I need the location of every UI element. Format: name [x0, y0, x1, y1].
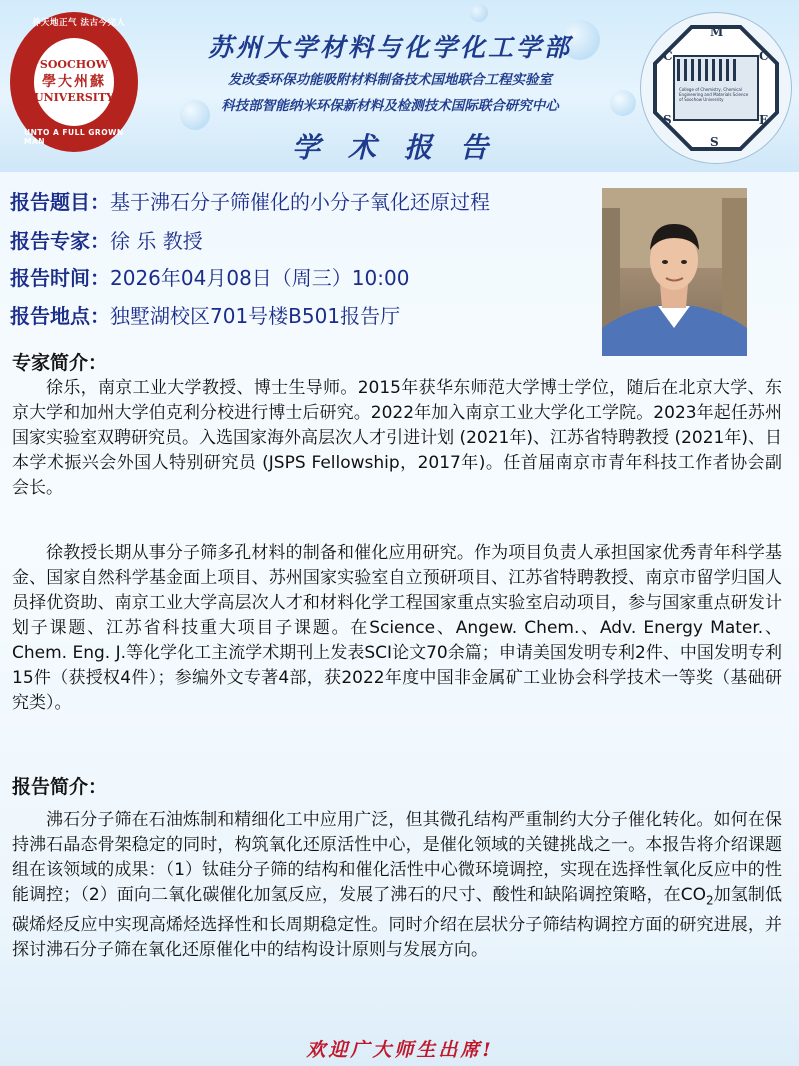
soochow-university-logo: [10, 12, 138, 152]
logo-line-1: SOOCHOW: [39, 58, 109, 72]
report-intro-para: [12, 808, 782, 963]
expert-intro-para-2: 徐教授长期从事分子筛多孔材料的制备和催化应用研究。作为项目负责人承担国家优秀青年科学基金、国家自然科学基金面上项目、苏州国家实验室自立预研项目、江苏省特聘教授、南京市留学归国人员择优资助、南京工业大学高层次人才和材料化学工程国家重点实验室启动项目，参与国家重点研发计划子课题、江苏省科技重大项目子课题。在Science、Angew. Chem.、Adv. Energy Mater.、Chem. Eng. J.等化学化工主流学术期刊上发表SCI论文70余篇；申请美国发明专利2件、中国发明专利15件（获授权4件）；参编外文专著4部，获2022年度中国非金属矿工业协会科学技术一等奖（基础研究类）。: [12, 543, 782, 713]
info-time-label: 报告时间：: [10, 266, 110, 290]
report-intro-text-1: 沸石分子筛在石油炼制和精细化工中应用广泛，但其微孔结构严重制约大分子催化转化。如何在保持沸石晶态骨架稳定的同时，构筑氧化还原活性中心，是催化领域的关键挑战之一。本报告将介绍课题组在该领域的成果：（1）钛硅分子筛的结构和催化活性中心微环境调控，实现在选择性氧化反应中的性能调控；（2）面向二氧化碳催化加氢反应，发展了沸石的尺寸、酸性和缺陷调控策略，在CO: [12, 810, 782, 905]
logo-ring-top-text: 养天地正气 法古今完人: [32, 18, 126, 28]
logo-line-2: 學大州蘇: [42, 73, 106, 90]
report-intro-heading: 报告简介：: [12, 776, 108, 798]
logo-letter: C: [759, 49, 769, 63]
school-title: 苏州大学材料与化学化工学部: [207, 33, 572, 62]
decorative-bubble: [470, 4, 488, 22]
logo-ring-bottom-text: UNTO A FULL GROWN MAN: [24, 128, 124, 146]
logo-calligraphy-mark: [677, 59, 755, 83]
lab-subtitle-1: 发改委环保功能吸附材料制备技术国地联合工程实验室: [228, 72, 552, 88]
info-topic-value: 基于沸石分子筛催化的小分子氧化还原过程: [110, 190, 490, 214]
info-speaker: [10, 228, 203, 254]
expert-intro-heading: 专家简介：: [12, 352, 108, 374]
lab-subtitle-2: 科技部智能纳米环保新材料及检测技术国际联合研究中心: [221, 98, 559, 114]
info-time-value: 2026年04月08日（周三）10:00: [110, 266, 410, 290]
logo-center: [34, 38, 114, 126]
info-speaker-label: 报告专家：: [10, 229, 110, 253]
info-location: [10, 303, 400, 329]
info-speaker-value: 徐 乐 教授: [110, 229, 203, 253]
logo-letter: C: [663, 49, 673, 63]
report-intro-subscript: 2: [706, 893, 714, 908]
speaker-photo: [602, 188, 747, 356]
logo-letter: M: [710, 25, 724, 39]
info-topic: [10, 189, 490, 215]
logo-line-3: UNIVERSITY: [34, 91, 114, 105]
welcome-message: 欢迎广大师生出席!: [306, 1039, 494, 1061]
info-topic-label: 报告题目：: [10, 190, 110, 214]
info-location-value: 独墅湖校区701号楼B501报告厅: [110, 304, 401, 328]
header-banner: [0, 0, 799, 172]
logo-letter: E: [759, 113, 769, 127]
mccess-college-logo: [640, 12, 792, 164]
report-intro-text-2: 加氢制低碳烯烃反应中实现高烯烃选择性和长周期稳定性。同时介绍在层状分子筛结构调控方面的研究进展，并探讨沸石分子筛在氧化还原催化中的结构设计原则与发展方向。: [12, 885, 782, 961]
logo-caption: College of Chemistry, Chemical Engineering and Materials Science of Soochow University: [679, 87, 749, 103]
report-title: 学术报告: [291, 131, 516, 164]
speaker-portrait-illustration: [602, 188, 747, 356]
info-location-label: 报告地点：: [10, 304, 110, 328]
info-time: [10, 265, 409, 291]
logo-letter: S: [663, 113, 672, 127]
expert-intro-para-1: 徐乐，南京工业大学教授、博士生导师。2015年获华东师范大学博士学位，随后在北京大学、东京大学和加州大学伯克利分校进行博士后研究。2022年加入南京工业大学化工学院。2023年起任苏州国家实验室双聘研究员。入选国家海外高层次人才引进计划 (2021年)、江苏省特聘教授 (2021年)、日本学术振兴会外国人特别研究员 (JSPS Fellowship，2017年)。任首届南京市青年科技工作者协会副会长。: [12, 378, 782, 498]
logo-letter: S: [710, 135, 719, 149]
